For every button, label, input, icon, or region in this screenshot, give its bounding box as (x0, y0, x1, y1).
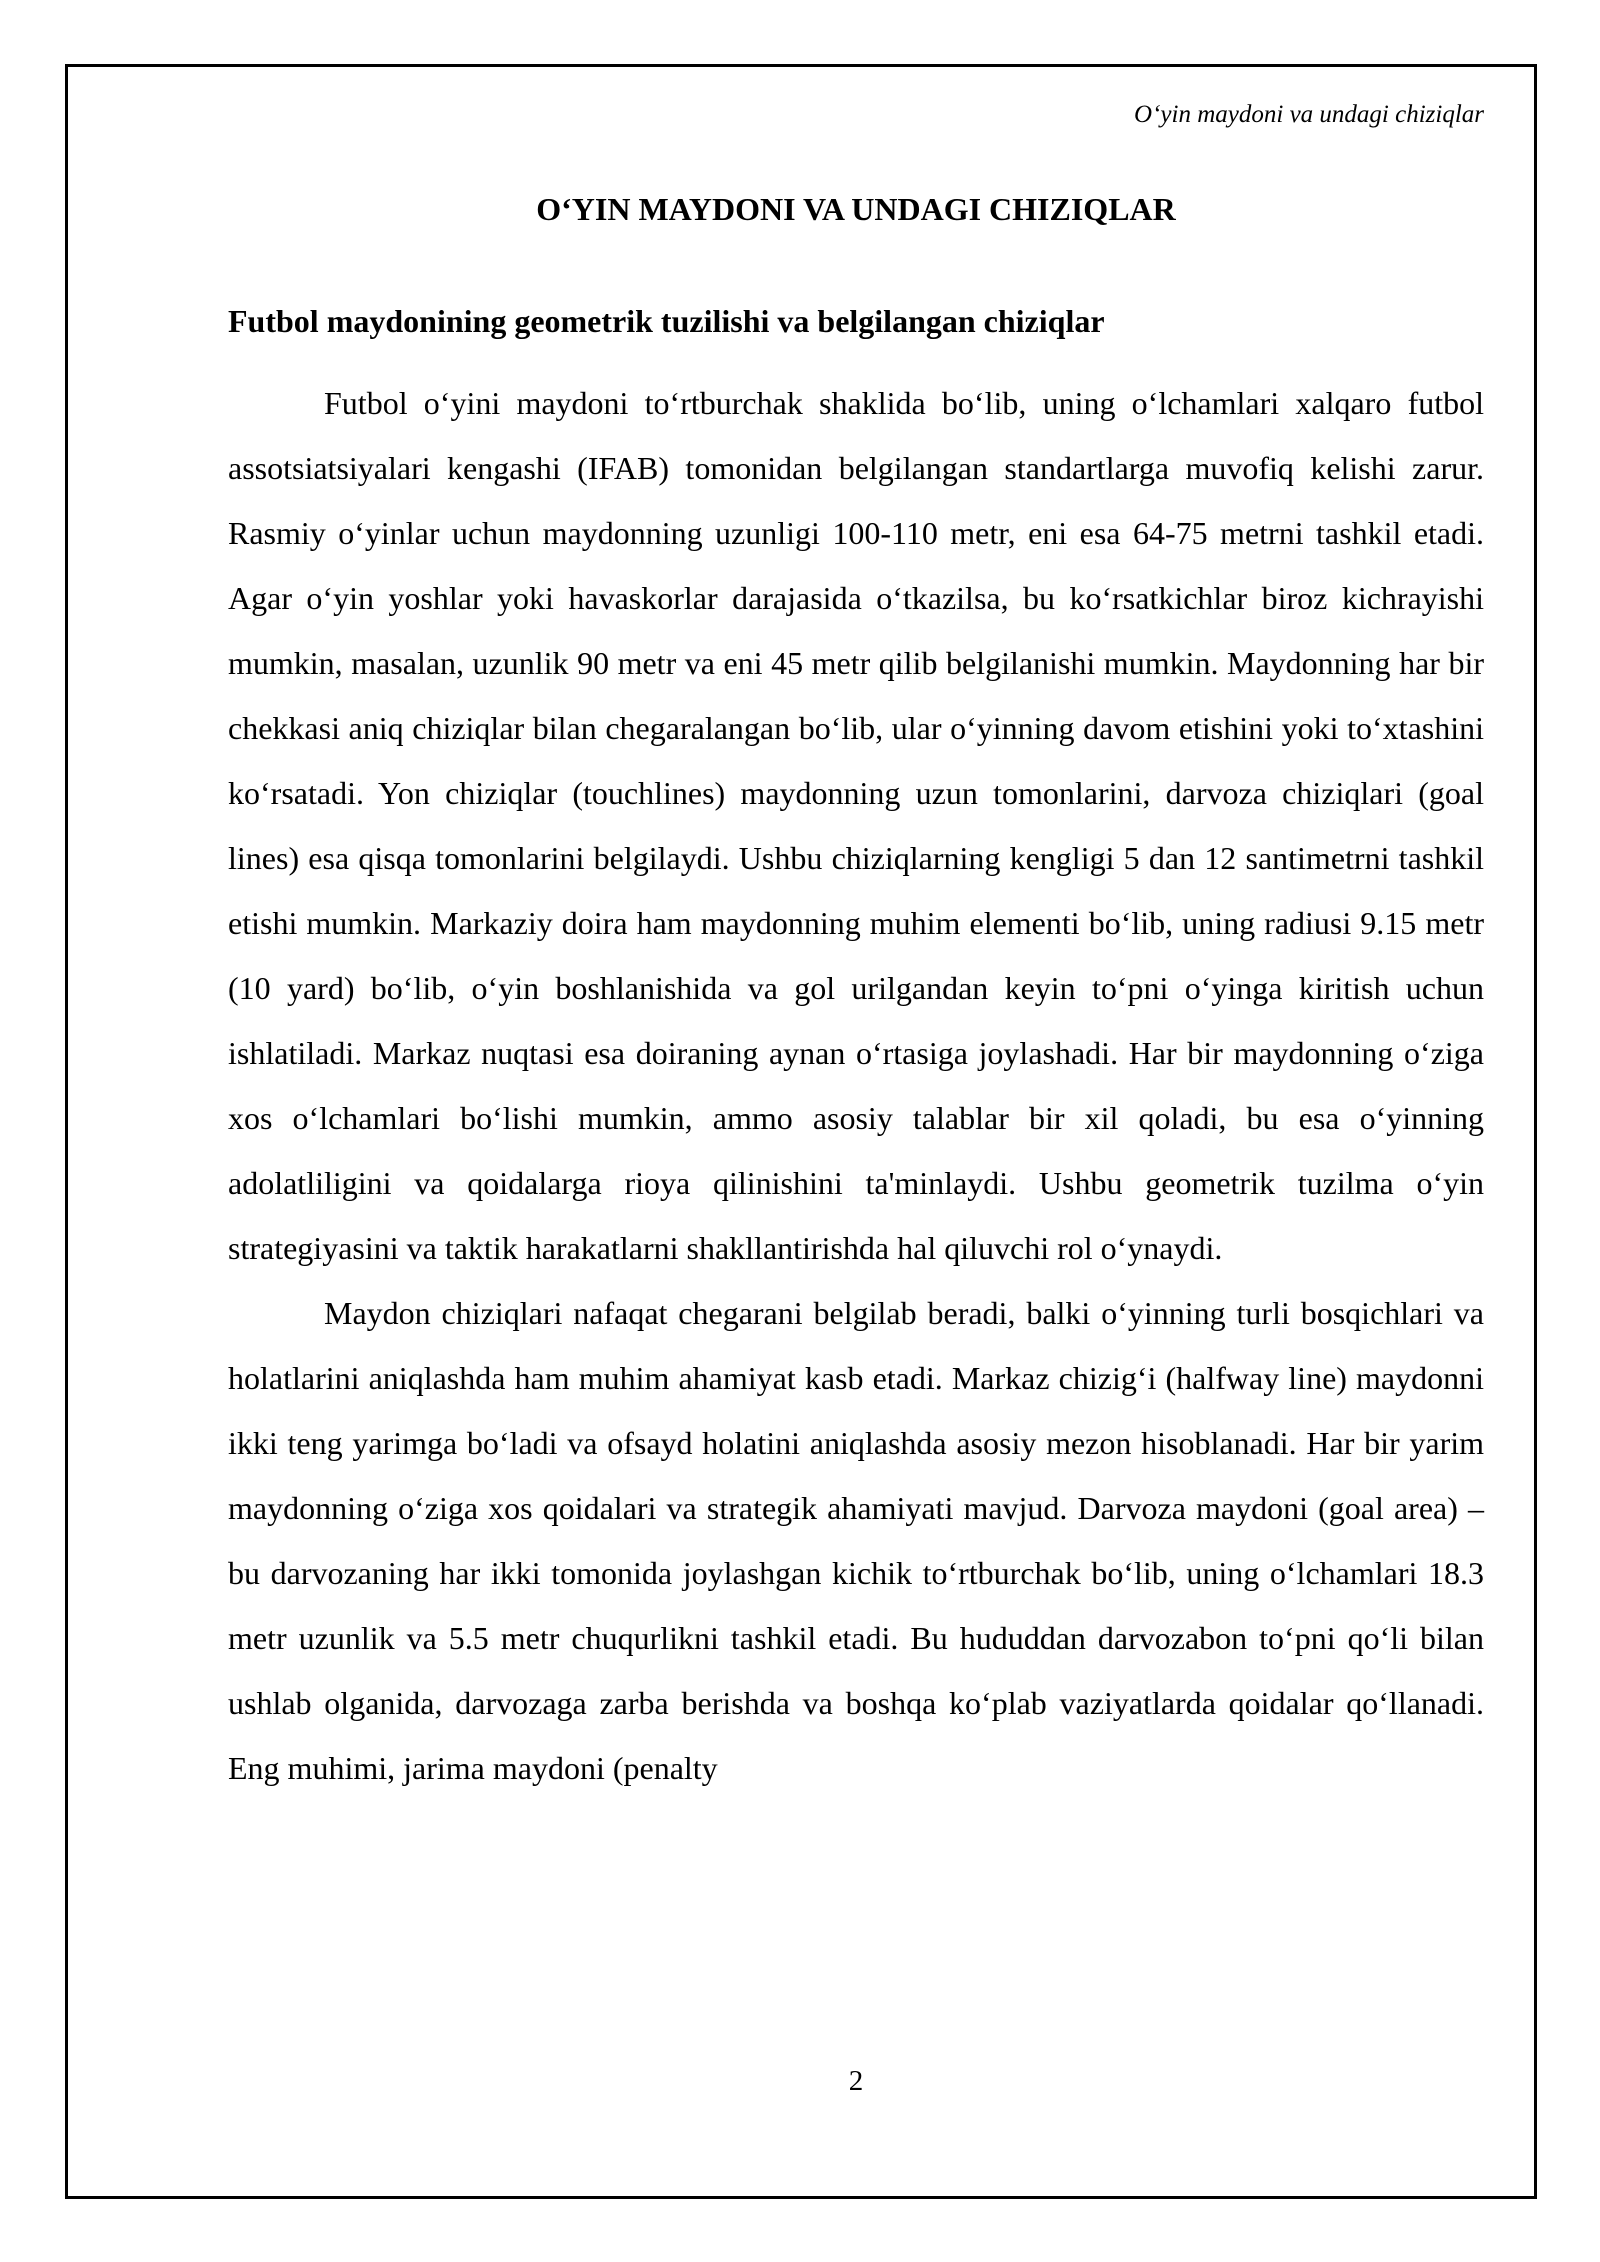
paragraph-2: Maydon chiziqlari nafaqat chegarani belgilab beradi, balki o‘yinning turli bosqichlari va holatlarini aniqlashda ham muhim ahamiyat kasb etadi. Markaz chizig‘i (halfway line) maydonni ikki teng yarimga bo‘ladi va ofsayd holatini aniqlashda asosiy mezon hisoblanadi. Har bir yarim maydonning o‘ziga xos qoidalari va strategik ahamiyati mavjud. Darvoza maydoni (goal area) – bu darvozaning har ikki tomonida joylashgan kichik to‘rtburchak bo‘lib, uning o‘lchamlari 18.3 metr uzunlik va 5.5 metr chuqurlikni tashkil etadi. Bu hududdan darvozabon to‘pni qo‘li bilan ushlab olganida, darvozaga zarba berishda va boshqa ko‘plab vaziyatlarda qoidalar qo‘llanadi. Eng muhimi, jarima maydoni (penalty (228, 1295, 1484, 1786)
paragraph-1: Futbol o‘yini maydoni to‘rtburchak shaklida bo‘lib, uning o‘lchamlari xalqaro futbol assotsiatsiyalari kengashi (IFAB) tomonidan belgilangan standartlarga muvofiq kelishi zarur. Rasmiy o‘yinlar uchun maydonning uzunligi 100-110 metr, eni esa 64-75 metrni tashkil etadi. Agar o‘yin yoshlar yoki havaskorlar darajasida o‘tkazilsa, bu ko‘rsatkichlar biroz kichrayishi mumkin, masalan, uzunlik 90 metr va eni 45 metr qilib belgilanishi mumkin. Maydonning har bir chekkasi aniq chiziqlar bilan chegaralangan bo‘lib, ular o‘yinning davom etishini yoki to‘xtashini ko‘rsatadi. Yon chiziqlar (touchlines) maydonning uzun tomonlarini, darvoza chiziqlari (goal lines) esa qisqa tomonlarini belgilaydi. Ushbu chiziqlarning kengligi 5 dan 12 santimetrni tashkil etishi mumkin. Markaziy doira ham maydonning muhim elementi bo‘lib, uning radiusi 9.15 metr (10 yard) bo‘lib, o‘yin boshlanishida va gol urilgandan keyin to‘pni o‘yinga kiritish uchun ishlatiladi. Markaz nuqtasi esa doiraning aynan o‘rtasiga joylashadi. Har bir maydonning o‘ziga xos o‘lchamlari bo‘lishi mumkin, ammo asosiy talablar bir xil qoladi, bu esa o‘yinning adolatliligini va qoidalarga rioya qilinishini ta'minlaydi. Ushbu geometrik tuzilma o‘yin strategiyasini va taktik harakatlarni shakllantirishda hal qiluvchi rol o‘ynaydi. (228, 385, 1484, 1266)
body-text (228, 371, 1484, 1801)
running-header: O‘yin maydoni va undagi chiziqlar (1134, 101, 1484, 128)
section-heading: Futbol maydonining geometrik tuzilishi va belgilangan chiziqlar (228, 303, 1105, 339)
page-number: 2 (848, 2065, 864, 2097)
document-title: O‘YIN MAYDONI VA UNDAGI CHIZIQLAR (536, 191, 1176, 227)
page-border (65, 64, 1537, 2199)
